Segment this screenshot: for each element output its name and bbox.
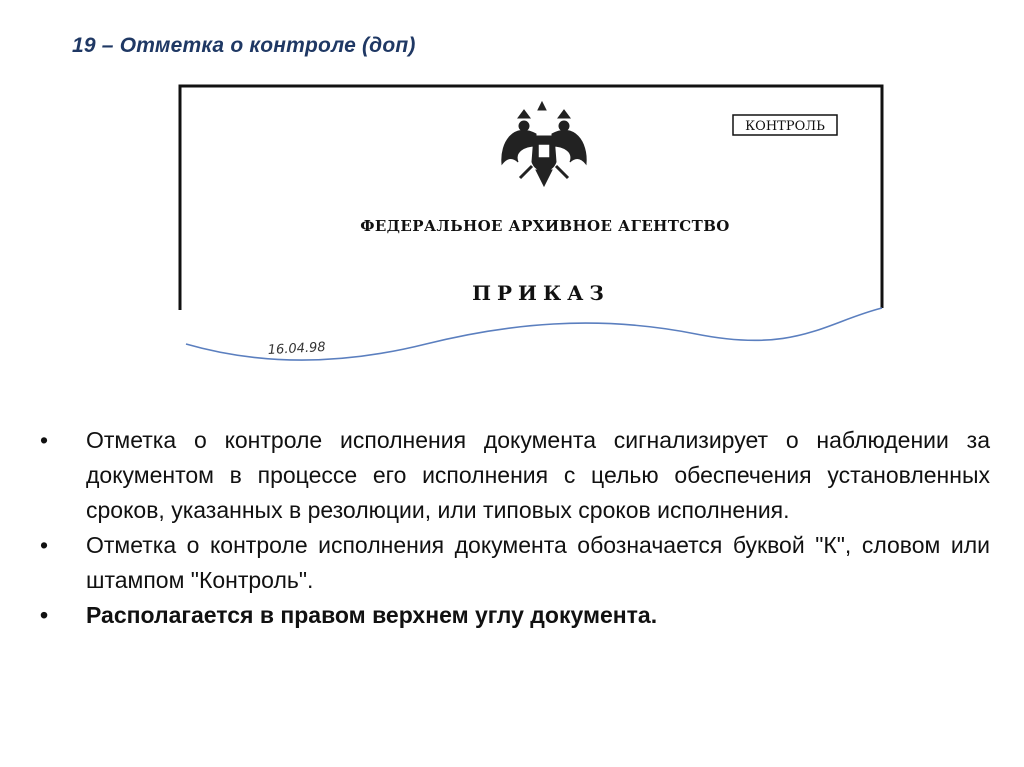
document-type: ПРИКАЗ — [472, 281, 610, 305]
slide-title: 19 – Отметка о контроле (доп) — [72, 34, 416, 57]
handwritten-date: 16.04.98 — [267, 339, 327, 358]
bullet-list — [38, 423, 990, 633]
bullet-item-bold: • Располагается в правом верхнем углу документа. — [38, 598, 990, 633]
bullet-item: • Отметка о контроле исполнения документа обозначается буквой "К", словом или штампом "Контроль". — [38, 528, 990, 598]
coat-of-arms-icon — [502, 102, 586, 186]
bullet-item: • Отметка о контроле исполнения документа сигнализирует о наблюдении за документом в процессе его исполнения с целью обеспечения установленных сроков, указанных в резолюции, или типовых сроков исполнения. — [38, 423, 990, 528]
agency-name: ФЕДЕРАЛЬНОЕ АРХИВНОЕ АГЕНТСТВО — [360, 217, 730, 235]
document-example-image — [176, 82, 888, 367]
control-stamp-label: КОНТРОЛЬ — [745, 119, 825, 134]
